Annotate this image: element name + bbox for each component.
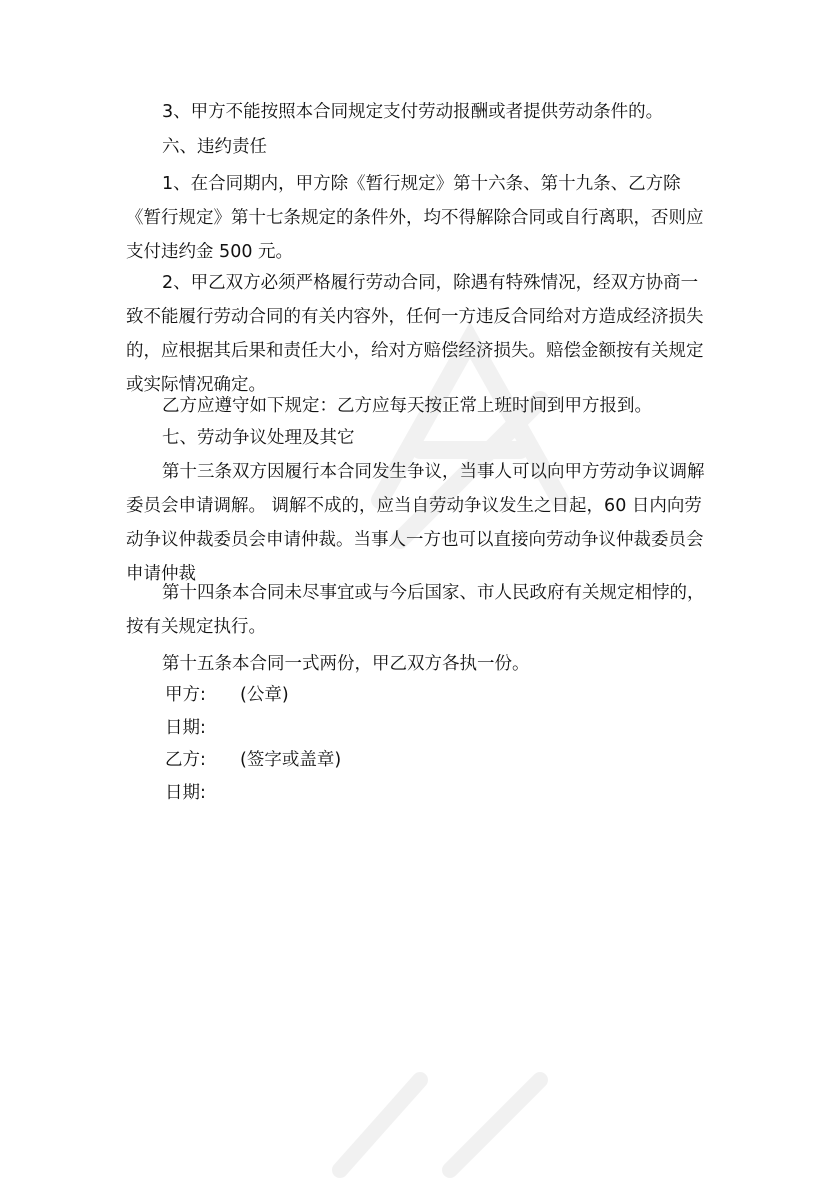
paragraph-item-3: 3、甲方不能按照本合同规定支付劳动报酬或者提供劳动条件的。 [162,102,664,122]
paragraph-article-15: 第十五条本合同一式两份，甲乙双方各执一份。 [162,654,530,674]
paragraph-breach-2: 2、甲乙双方必须严格履行劳动合同，除遇有特殊情况，经双方协商一致不能履行劳动合同的有关内容外，任何一方违反合同给对方造成经济损失的，应根据其后果和责任大小，给对方赔偿经济损失。赔偿金额按有关规定或实际情况确定。 [126,273,704,395]
paragraph-article-13: 第十三条双方因履行本合同发生争议，当事人可以向甲方劳动争议调解委员会申请调解。 调解不成的，应当自劳动争议发生之日起，60 日内向劳动争议仲裁委员会申请仲裁。当事人一方也可以直接向劳动争议仲裁委员会申请仲裁 [126,462,705,584]
watermark-icon-bottom [310,1060,570,1180]
section-heading-dispute: 七、劳动争议处理及其它 [162,428,355,448]
date-a-label: 日期: [165,718,206,738]
party-b-label: 乙方: [165,750,206,770]
paragraph-breach-1: 1、在合同期内，甲方除《暂行规定》第十六条、第十九条、乙方除《暂行规定》第十七条规定的条件外，均不得解除合同或自行离职，否则应支付违约金 500 元。 [126,174,704,262]
date-b-label: 日期: [165,783,206,803]
party-a-label: 甲方: [165,685,206,705]
paragraph-article-14: 第十四条本合同未尽事宜或与今后国家、市人民政府有关规定相悖的，按有关规定执行。 [126,583,705,637]
party-a-seal-note: (公章) [240,685,289,705]
section-heading-breach: 六、违约责任 [162,137,267,157]
party-b-sign-note: (签字或盖章) [240,750,342,770]
paragraph-rules: 乙方应遵守如下规定：乙方应每天按正常上班时间到甲方报到。 [162,396,652,416]
